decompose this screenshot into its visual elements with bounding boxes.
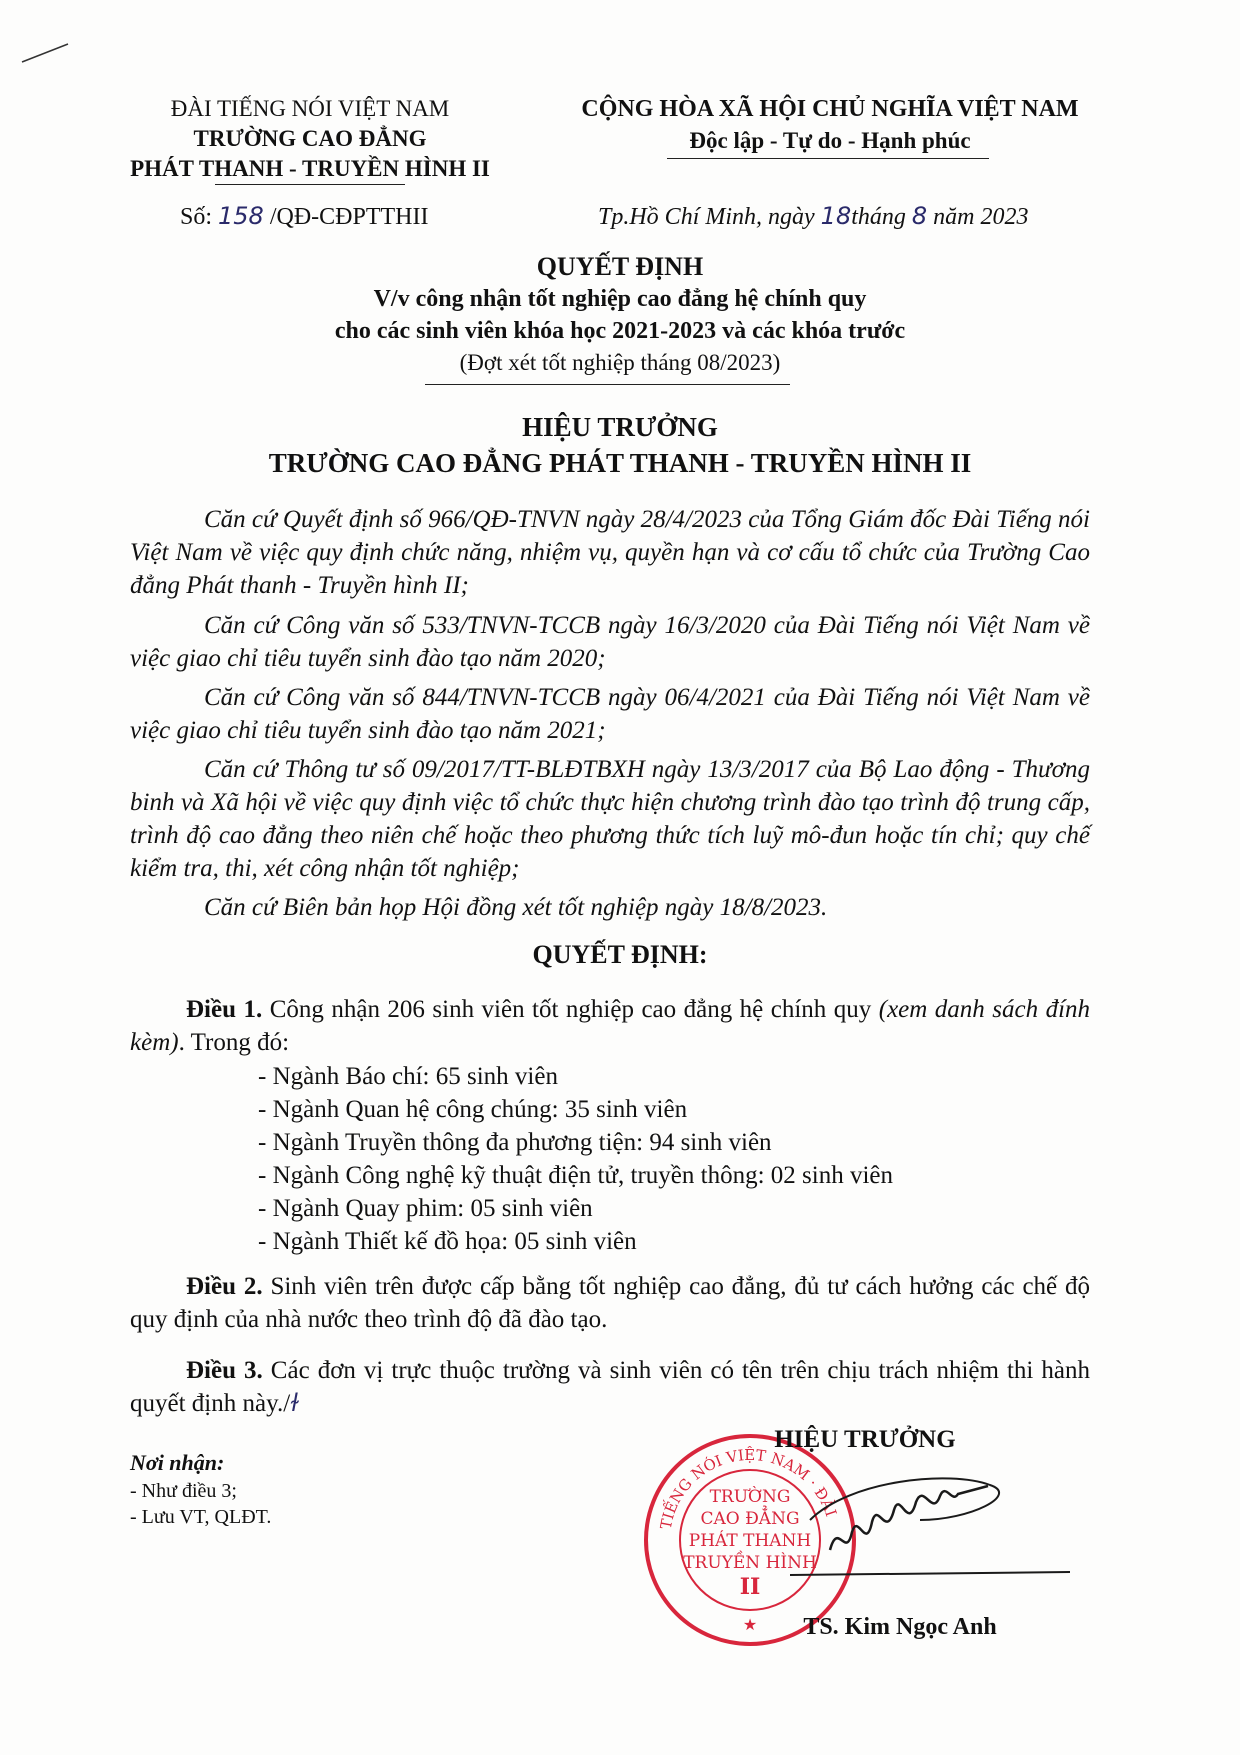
svg-text:TRƯỜNG: TRƯỜNG: [709, 1487, 791, 1507]
subject-line2: cho các sinh viên khóa học 2021-2023 và các khóa trước: [334, 318, 906, 344]
basis-paragraph-4: Căn cứ Thông tư số 09/2017/TT-BLĐTBXH ngày 13/3/2017 của Bộ Lao động - Thương binh và Xã hội về việc quy định việc tổ chức thực hiện chương trình đào tạo trình độ trung cấp, trình độ cao đẳng theo niên chế hoặc theo phương thức tích luỹ mô-đun hoặc tín chỉ; quy chế kiểm tra, thi, xét công nhận tốt nghiệp;: [130, 756, 1090, 882]
recipient-item: - Như điều 3;: [130, 1480, 237, 1502]
majors-list: [258, 1060, 1058, 1258]
school-name-line1: TRƯỜNG CAO ĐẲNG: [193, 126, 427, 151]
title-underline: [425, 384, 790, 385]
list-item: - Ngành Quan hệ công chúng: 35 sinh viên: [258, 1096, 688, 1123]
list-item: - Ngành Truyền thông đa phương tiện: 94 sinh viên: [258, 1129, 772, 1156]
initial-mark: ɫ: [290, 1389, 300, 1417]
header-right-underline: [667, 158, 989, 159]
agency-name: ĐÀI TIẾNG NÓI VIỆT NAM: [170, 96, 450, 121]
list-item: - Ngành Báo chí: 65 sinh viên: [258, 1063, 558, 1090]
article-1: Điều 1. Công nhận 206 sinh viên tốt nghiệp cao đẳng hệ chính quy (xem danh sách đính kèm). Trong đó:: [130, 996, 1091, 1056]
handwritten-day: 18: [820, 202, 852, 230]
handwritten-number: 158: [218, 202, 264, 230]
basis-paragraph-3: Căn cứ Công văn số 844/TNVN-TCCB ngày 06/4/2021 của Đài Tiếng nói Việt Nam về việc giao chỉ tiêu tuyển sinh đào tạo năm 2021;: [130, 684, 1090, 744]
svg-text:TRUYỀN HÌNH: TRUYỀN HÌNH: [683, 1553, 817, 1573]
basis-paragraph-5: Căn cứ Biên bản họp Hội đồng xét tốt nghiệp ngày 18/8/2023.: [204, 894, 828, 921]
document-date: Tp.Hồ Chí Minh, ngày 18tháng 8 năm 2023: [598, 202, 1029, 230]
principal-title: HIỆU TRƯỞNG: [522, 412, 718, 442]
document-type-title: QUYẾT ĐỊNH: [536, 252, 704, 281]
document-number: Số: 158 /QĐ-CĐPTTHII: [180, 202, 429, 230]
national-motto: Độc lập - Tự do - Hạnh phúc: [689, 128, 971, 153]
header-left-underline: [215, 184, 405, 185]
basis-paragraph-1: Căn cứ Quyết định số 966/QĐ-TNVN ngày 28/4/2023 của Tổng Giám đốc Đài Tiếng nói Việt Nam về việc quy định chức năng, nhiệm vụ, quyền hạn và cơ cấu tổ chức của Trường Cao đẳng Phát thanh - Truyền hình II;: [130, 506, 1090, 599]
principal-school: TRƯỜNG CAO ĐẲNG PHÁT THANH - TRUYỀN HÌNH II: [268, 448, 972, 478]
handwritten-month: 8: [911, 202, 928, 230]
svg-text:II: II: [739, 1574, 761, 1600]
recipients-heading: Nơi nhận:: [130, 1450, 225, 1475]
recipient-item: - Lưu VT, QLĐT.: [130, 1506, 272, 1528]
signatory-title: HIỆU TRƯỞNG: [774, 1426, 956, 1453]
national-title: CỘNG HÒA XÃ HỘI CHỦ NGHĨA VIỆT NAM: [581, 96, 1079, 122]
handwritten-signature: [770, 1450, 1090, 1600]
subject-line1: V/v công nhận tốt nghiệp cao đẳng hệ chính quy: [373, 286, 867, 312]
list-item: - Ngành Quay phim: 05 sinh viên: [258, 1195, 593, 1222]
decision-heading: QUYẾT ĐỊNH:: [532, 940, 708, 969]
signatory-name: TS. Kim Ngọc Anh: [803, 1614, 997, 1640]
list-item: - Ngành Thiết kế đồ họa: 05 sinh viên: [258, 1228, 637, 1255]
list-item: - Ngành Công nghệ kỹ thuật điện tử, truyền thông: 02 sinh viên: [258, 1162, 893, 1189]
svg-text:TIẾNG NÓI VIỆT NAM · ĐÀI: TIẾNG NÓI VIỆT NAM · ĐÀI: [656, 1445, 841, 1531]
pen-stroke-mark: [0, 0, 100, 80]
basis-paragraph-2: Căn cứ Công văn số 533/TNVN-TCCB ngày 16/3/2020 của Đài Tiếng nói Việt Nam về việc giao chỉ tiêu tuyển sinh đào tạo năm 2020;: [130, 612, 1090, 672]
svg-text:PHÁT THANH: PHÁT THANH: [688, 1531, 812, 1551]
article-3: Điều 3. Các đơn vị trực thuộc trường và sinh viên có tên trên chịu trách nhiệm thi hành quyết định này./ɫ: [130, 1357, 1090, 1417]
graduation-round: (Đợt xét tốt nghiệp tháng 08/2023): [459, 350, 781, 375]
school-name-line2: PHÁT THANH - TRUYỀN HÌNH II: [130, 156, 490, 181]
svg-text:CAO ĐẲNG: CAO ĐẲNG: [700, 1509, 800, 1529]
article-2: Điều 2. Sinh viên trên được cấp bằng tốt nghiệp cao đẳng, đủ tư cách hưởng các chế độ quy định của nhà nước theo trình độ đã đào tạo.: [130, 1273, 1091, 1333]
svg-text:★: ★: [742, 1615, 758, 1634]
